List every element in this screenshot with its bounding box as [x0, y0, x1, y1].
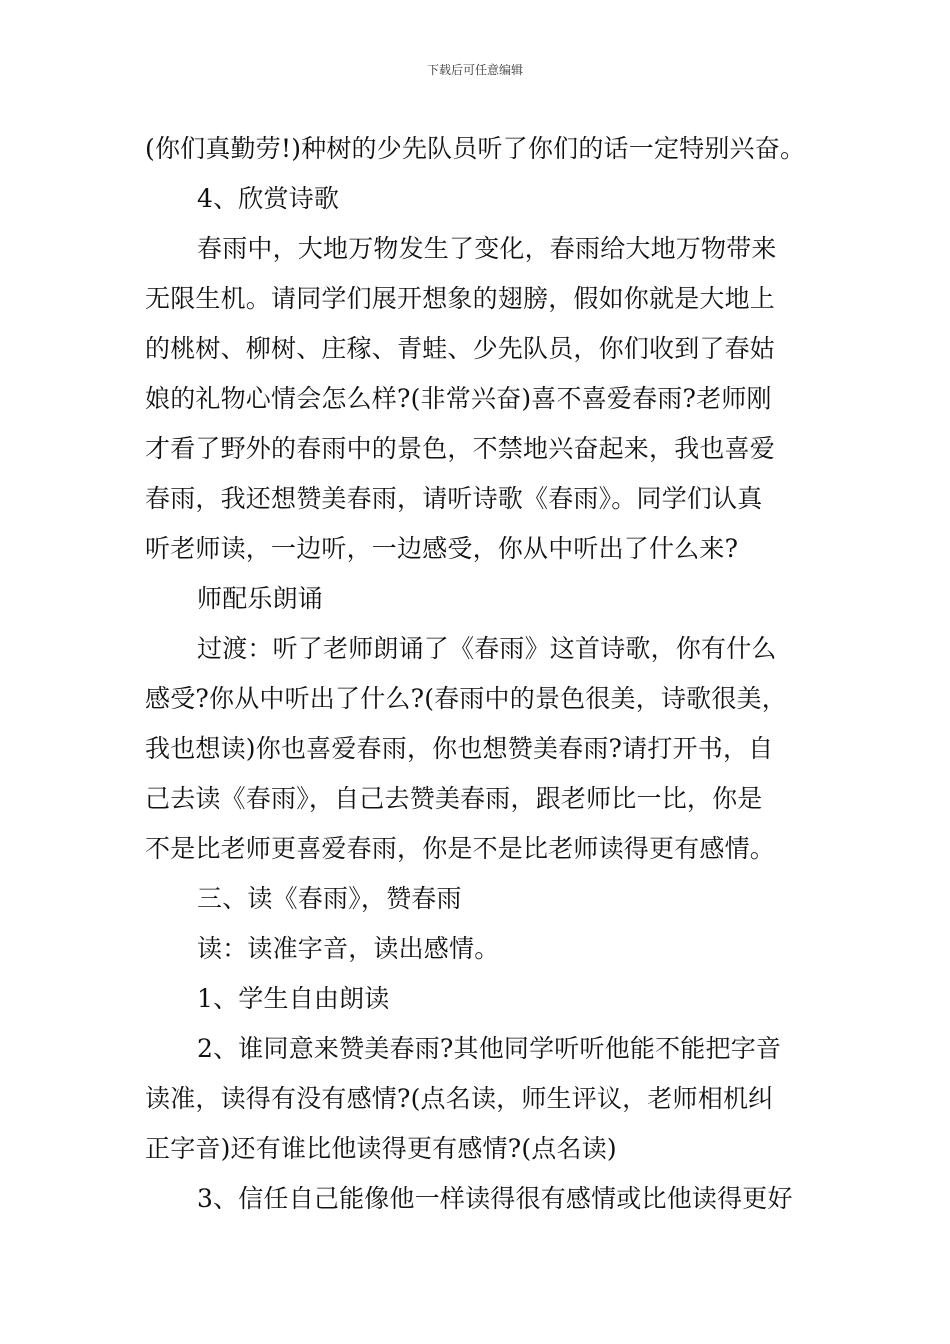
paragraph-line: 己去读《春雨》，自己去赞美春雨，跟老师比一比，你是: [145, 784, 763, 813]
paragraph-line: 过渡：听了老师朗诵了《春雨》这首诗歌，你有什么: [197, 634, 777, 663]
document-body: [145, 124, 810, 1224]
paragraph-line: 听老师读，一边听，一边感受，你从中听出了什么来?: [145, 534, 739, 563]
section-heading: 三、读《春雨》，赞春雨: [197, 884, 462, 913]
paragraph-line: 不是比老师更喜爱春雨，你是不是比老师读得更有感情。: [145, 834, 776, 863]
paragraph-line: 我也想读)你也喜爱春雨，你也想赞美春雨?请打开书，自: [145, 734, 774, 763]
paragraph-line: 师配乐朗诵: [197, 584, 324, 613]
paragraph-line: 春雨中，大地万物发生了变化，春雨给大地万物带来: [197, 234, 777, 263]
section-heading: 4、欣赏诗歌: [197, 184, 340, 213]
paragraph-line: 的桃树、柳树、庄稼、青蛙、少先队员，你们收到了春姑: [145, 334, 776, 363]
page-header: 下载后可任意编辑: [426, 63, 523, 77]
paragraph-line: 娘的礼物心情会怎么样?(非常兴奋)喜不喜爱春雨?老师刚: [145, 384, 772, 413]
paragraph-line: 春雨，我还想赞美春雨，请听诗歌《春雨》。同学们认真: [145, 484, 763, 513]
paragraph-line: 读：读准字音，读出感情。: [197, 934, 500, 963]
paragraph-line: 感受?你从中听出了什么?(春雨中的景色很美，诗歌很美，: [145, 684, 787, 713]
paragraph-line: 才看了野外的春雨中的景色，不禁地兴奋起来，我也喜爱: [145, 434, 776, 463]
paragraph-line: 无限生机。请同学们展开想象的翅膀，假如你就是大地上: [145, 284, 776, 313]
paragraph-line: 读准，读得有没有感情?(点名读，师生评议，老师相机纠: [145, 1084, 774, 1113]
list-item: 3、信任自己能像他一样读得很有感情或比他读得更好: [197, 1184, 793, 1213]
text-line: (你们真勤劳!)种树的少先队员听了你们的话一定特别兴奋。: [145, 134, 806, 163]
list-item: 1、学生自由朗读: [197, 984, 390, 1013]
paragraph-line: 正字音)还有谁比他读得更有感情?(点名读): [145, 1134, 617, 1163]
list-item: 2、谁同意来赞美春雨?其他同学听听他能不能把字音: [197, 1034, 782, 1063]
